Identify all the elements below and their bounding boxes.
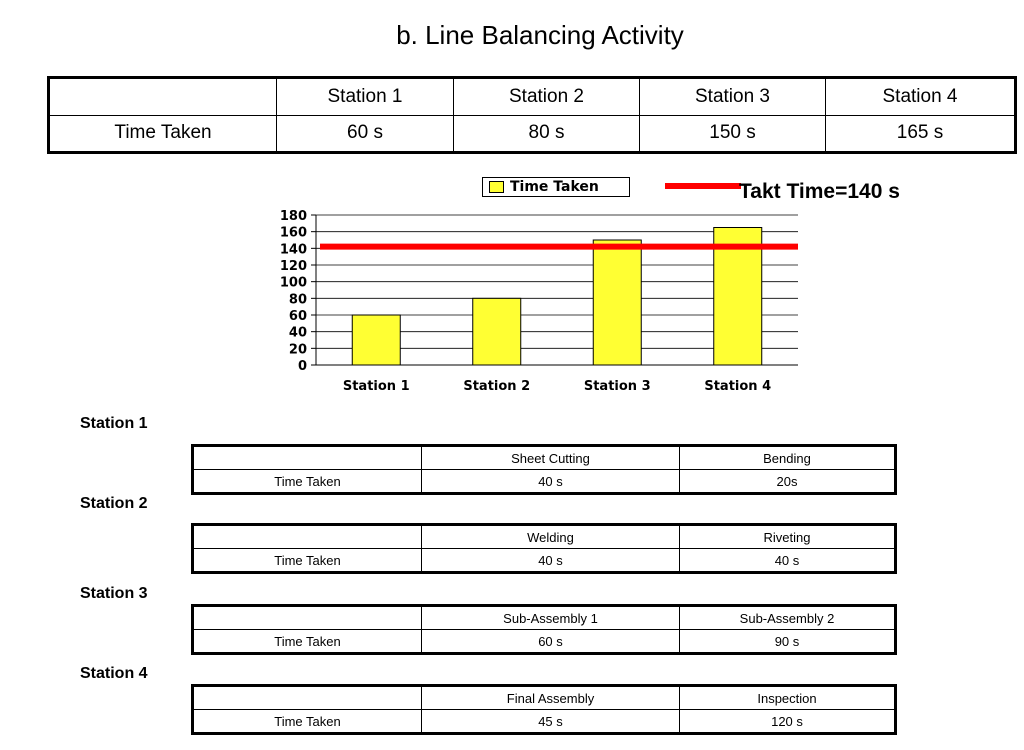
table-cell: 90 s	[680, 630, 896, 654]
table-cell: 120 s	[680, 710, 896, 734]
takt-legend-line	[665, 183, 741, 189]
x-tick-label: Station 1	[342, 379, 410, 394]
table-row	[193, 549, 896, 573]
x-tick-label: Station 3	[583, 379, 651, 394]
task-header: Welding	[422, 525, 680, 549]
table-header-row	[193, 525, 896, 549]
task-header: Sheet Cutting	[422, 446, 680, 470]
task-header: Riveting	[680, 525, 896, 549]
table-header-row	[193, 686, 896, 710]
table-row	[193, 470, 896, 494]
page-title: b. Line Balancing Activity	[396, 20, 684, 50]
table-header-empty	[193, 606, 422, 630]
y-tick-label: 80	[288, 292, 307, 308]
y-tick-label: 120	[279, 259, 307, 274]
summary-table	[47, 76, 1017, 154]
table-cell: 60 s	[277, 115, 454, 153]
task-header: Sub-Assembly 1	[422, 606, 680, 630]
table-row	[193, 710, 896, 734]
y-tick-label: 160	[279, 225, 307, 241]
table-cell: 40 s	[422, 549, 680, 573]
table-cell: 45 s	[422, 710, 680, 734]
table-header-empty	[49, 78, 277, 116]
bar	[352, 315, 400, 365]
y-tick-label: 180	[279, 209, 307, 224]
bar	[593, 240, 641, 365]
table-header-row	[193, 446, 896, 470]
station-heading: Station 1	[80, 415, 148, 432]
task-header: Sub-Assembly 2	[680, 606, 896, 630]
station-heading: Station 3	[80, 585, 148, 602]
table-header-empty	[193, 446, 422, 470]
legend-label: Time Taken	[510, 179, 599, 195]
y-tick-label: 40	[288, 325, 307, 341]
station-task-table	[191, 604, 897, 655]
row-label: Time Taken	[193, 710, 422, 734]
table-cell: 40 s	[680, 549, 896, 573]
x-tick-label: Station 2	[463, 379, 531, 394]
y-tick-label: 20	[288, 342, 307, 358]
row-label: Time Taken	[193, 470, 422, 494]
table-header-station-1: Station 1	[277, 78, 454, 116]
y-tick-label: 100	[279, 275, 307, 291]
table-header-row	[193, 606, 896, 630]
task-header: Final Assembly	[422, 686, 680, 710]
table-header-station-3: Station 3	[640, 78, 826, 116]
task-header: Bending	[680, 446, 896, 470]
table-header-station-2: Station 2	[454, 78, 640, 116]
x-tick-label: Station 4	[704, 379, 772, 394]
table-cell: 165 s	[826, 115, 1016, 153]
row-label: Time Taken	[49, 115, 277, 153]
table-cell: 20s	[680, 470, 896, 494]
table-header-station-4: Station 4	[826, 78, 1016, 116]
task-header: Inspection	[680, 686, 896, 710]
table-cell: 60 s	[422, 630, 680, 654]
table-cell: 40 s	[422, 470, 680, 494]
table-header-empty	[193, 525, 422, 549]
row-label: Time Taken	[193, 630, 422, 654]
row-label: Time Taken	[193, 549, 422, 573]
chart-legend	[482, 177, 630, 197]
table-row	[49, 115, 1016, 153]
table-header-row	[49, 78, 1016, 116]
table-header-empty	[193, 686, 422, 710]
takt-time-label: Takt Time=140 s	[739, 180, 900, 203]
table-cell: 150 s	[640, 115, 826, 153]
station-heading: Station 2	[80, 495, 148, 512]
y-tick-label: 140	[279, 242, 307, 258]
station-task-table	[191, 444, 897, 495]
table-cell: 80 s	[454, 115, 640, 153]
y-tick-label: 60	[288, 309, 307, 324]
station-task-table	[191, 684, 897, 735]
y-tick-label: 0	[297, 359, 307, 374]
station-task-table	[191, 523, 897, 574]
bar	[473, 298, 521, 365]
table-row	[193, 630, 896, 654]
bar-chart	[250, 200, 810, 400]
legend-swatch	[489, 181, 504, 193]
station-heading: Station 4	[80, 665, 148, 682]
